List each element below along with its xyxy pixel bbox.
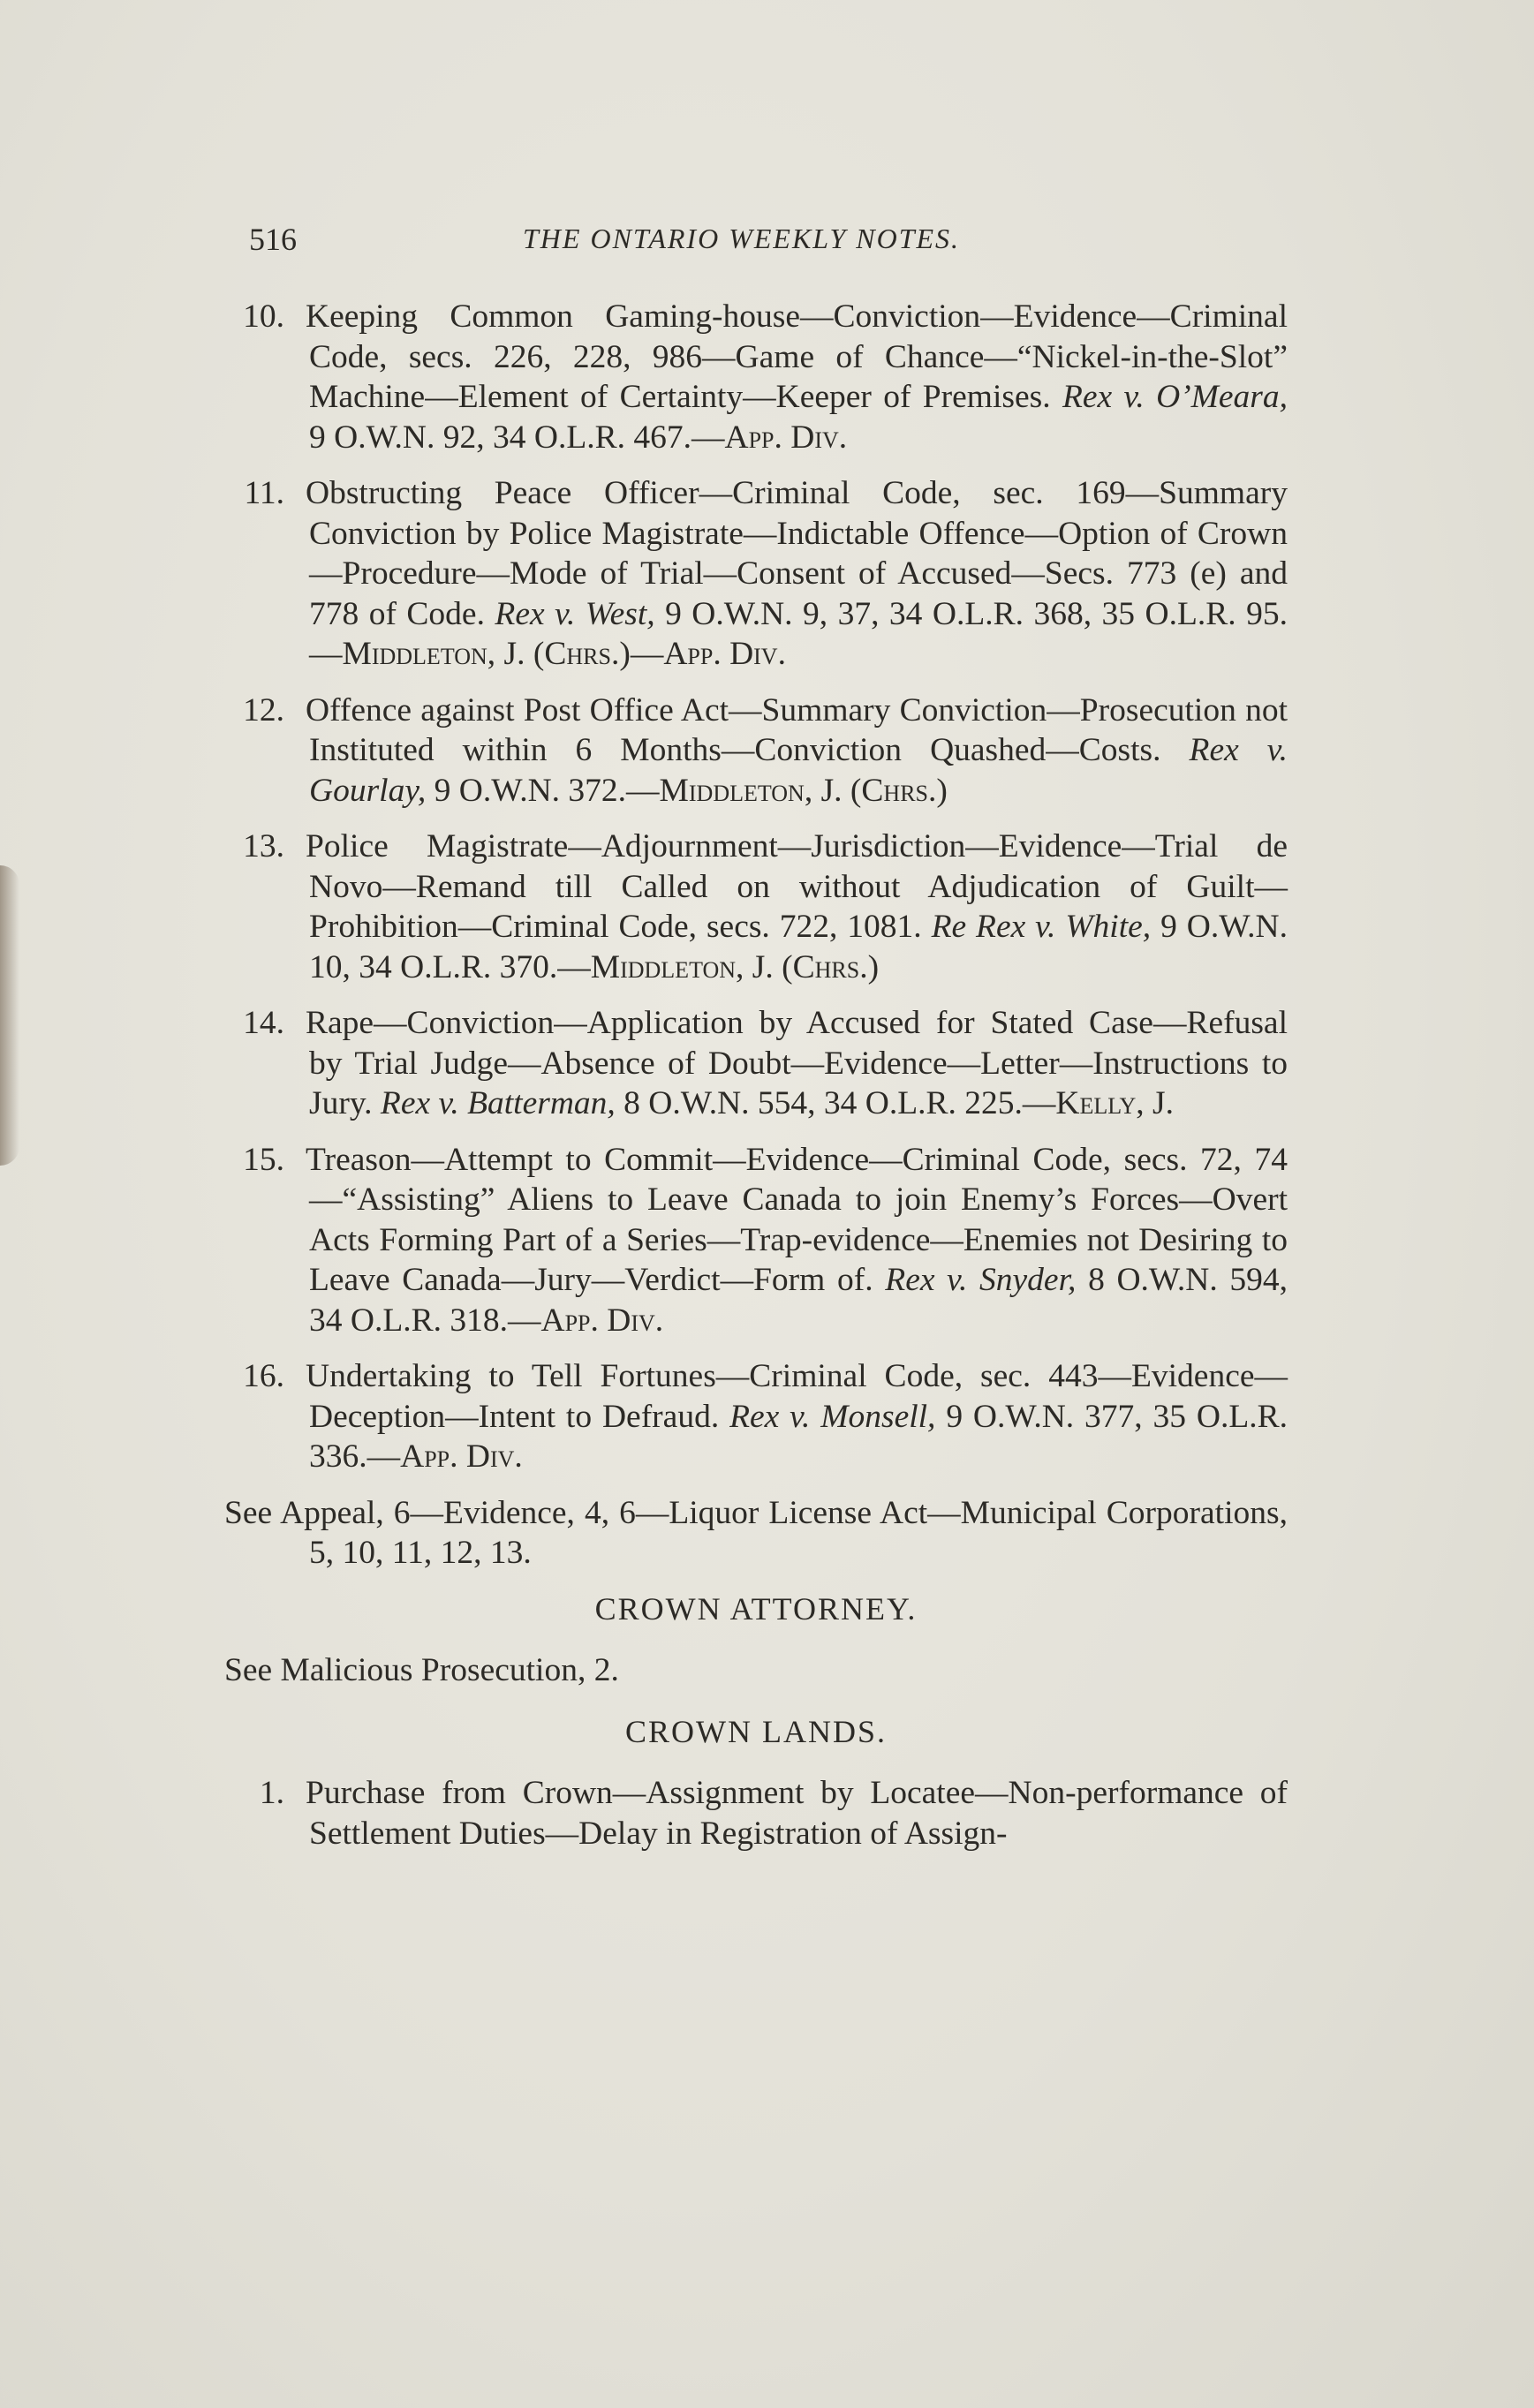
index-entry (224, 1140, 1288, 1341)
binding-shadow (0, 865, 19, 1166)
citation: 9 O.W.N. 10, 34 O.L.R. 370.— (309, 909, 1288, 985)
entry-number: 10. (243, 298, 284, 335)
index-content (224, 297, 1288, 1869)
case-name: Rex v. Gourlay, (309, 732, 1288, 809)
citation: 9 O.W.N. 377, 35 O.L.R. 336.— (309, 1398, 1288, 1475)
entry-text: Obstructing Peace Officer—Criminal Code, sec. 169—Summary Conviction by Police Magistrate—Indictable Offence—Option of Crown—Procedure—Mode of Trial—Consent of Accused—Secs. 773 (e) and 778 of Code. (306, 475, 1288, 632)
see-reference-crown-attorney: See Malicious Prosecution, 2. (224, 1652, 619, 1688)
index-entry (224, 691, 1288, 811)
case-name: Rex v. O’Meara, (1062, 379, 1288, 415)
citation: 8 O.W.N. 554, 34 O.L.R. 225.— (623, 1085, 1056, 1121)
entry-text: Keeping Common Gaming-house—Conviction—Evidence—Criminal Code, secs. 226, 228, 986—Game of Chance—“Nickel-in-the-Slot” Machine—Element of Certainty—Keeper of Premises. (306, 298, 1288, 415)
case-name: Rex v. Snyder, (885, 1262, 1077, 1298)
court-designation: App. Div. (540, 1302, 664, 1339)
citation: 9 O.W.N. 92, 34 O.L.R. 467.— (309, 419, 725, 456)
index-entry (224, 827, 1288, 987)
entry-text: Treason—Attempt to Commit—Evidence—Criminal Code, secs. 72, 74—“Assisting” Aliens to Leave Canada to join Enemy’s Forces—Overt Acts Forming Part of a Series—Trap-evidence—Enemies not Desiring to Leave Canada—Jury—Verdict—Form of. (306, 1141, 1288, 1298)
heading-crown-lands: CROWN LANDS. (624, 1713, 887, 1749)
citation: 8 O.W.N. 594, 34 O.L.R. 318.— (309, 1262, 1288, 1339)
entry-text: Rape—Conviction—Application by Accused for Stated Case—Refusal by Trial Judge—Absence of Doubt—Evidence—Letter—Instructions to Jury. (306, 1005, 1288, 1121)
court-designation: Middleton, J. (Chrs.) (659, 772, 948, 809)
entry-text: Offence against Post Office Act—Summary Conviction—Prosecution not Instituted within 6 Months—Conviction Quashed—Costs. (306, 691, 1288, 768)
index-entry (224, 1356, 1288, 1477)
entry-number: 13. (243, 828, 284, 864)
citation: 9 O.W.N. 9, 37, 34 O.L.R. 368, 35 O.L.R. 95.— (309, 595, 1288, 672)
court-designation: App. Div. (400, 1438, 523, 1475)
index-entry (224, 473, 1288, 675)
entry-number: 16. (243, 1358, 284, 1394)
entry-number: 12. (243, 691, 284, 728)
case-name: Rex v. Monsell, (729, 1398, 936, 1435)
entry-text: Police Magistrate—Adjournment—Jurisdiction—Evidence—Trial de Novo—Remand till Called on without Adjudication of Guilt—Prohibition—Criminal Code, secs. 722, 1081. (306, 828, 1288, 945)
court-designation: Middleton, J. (Chrs.) (590, 948, 880, 985)
entry-number: 15. (243, 1141, 284, 1178)
page-header (249, 221, 1291, 265)
index-entry (224, 297, 1288, 457)
entry-text: Purchase from Crown—Assignment by Locatee—Non-performance of Settlement Duties—Delay in Registration of Assign- (306, 1775, 1288, 1852)
entry-number: 1. (259, 1775, 284, 1811)
heading-crown-attorney: CROWN ATTORNEY. (594, 1590, 918, 1627)
see-also-reference: See Appeal, 6—Evidence, 4, 6—Liquor License Act—Municipal Corporations, 5, 10, 11, 12, 13. (224, 1494, 1288, 1571)
crown-lands-entry (224, 1773, 1288, 1853)
entry-number: 11. (244, 475, 284, 511)
index-entry (224, 1003, 1288, 1124)
entry-text: Undertaking to Tell Fortunes—Criminal Code, sec. 443—Evidence—Deception—Intent to Defraud. (306, 1358, 1288, 1435)
entry-list (224, 297, 1288, 1477)
case-name: Re Rex v. White, (931, 909, 1152, 945)
court-designation: Kelly, J. (1055, 1085, 1175, 1121)
case-name: Rex v. Batterman, (380, 1085, 616, 1121)
case-name: Rex v. West, (495, 595, 655, 632)
citation: 9 O.W.N. 372.— (434, 772, 660, 809)
court-designation: Middleton, J. (Chrs.)—App. Div. (342, 636, 786, 672)
entry-number: 14. (243, 1005, 284, 1041)
page-number: 516 (249, 222, 297, 257)
court-designation: App. Div. (724, 419, 848, 456)
running-title: THE ONTARIO WEEKLY NOTES. (523, 223, 961, 254)
